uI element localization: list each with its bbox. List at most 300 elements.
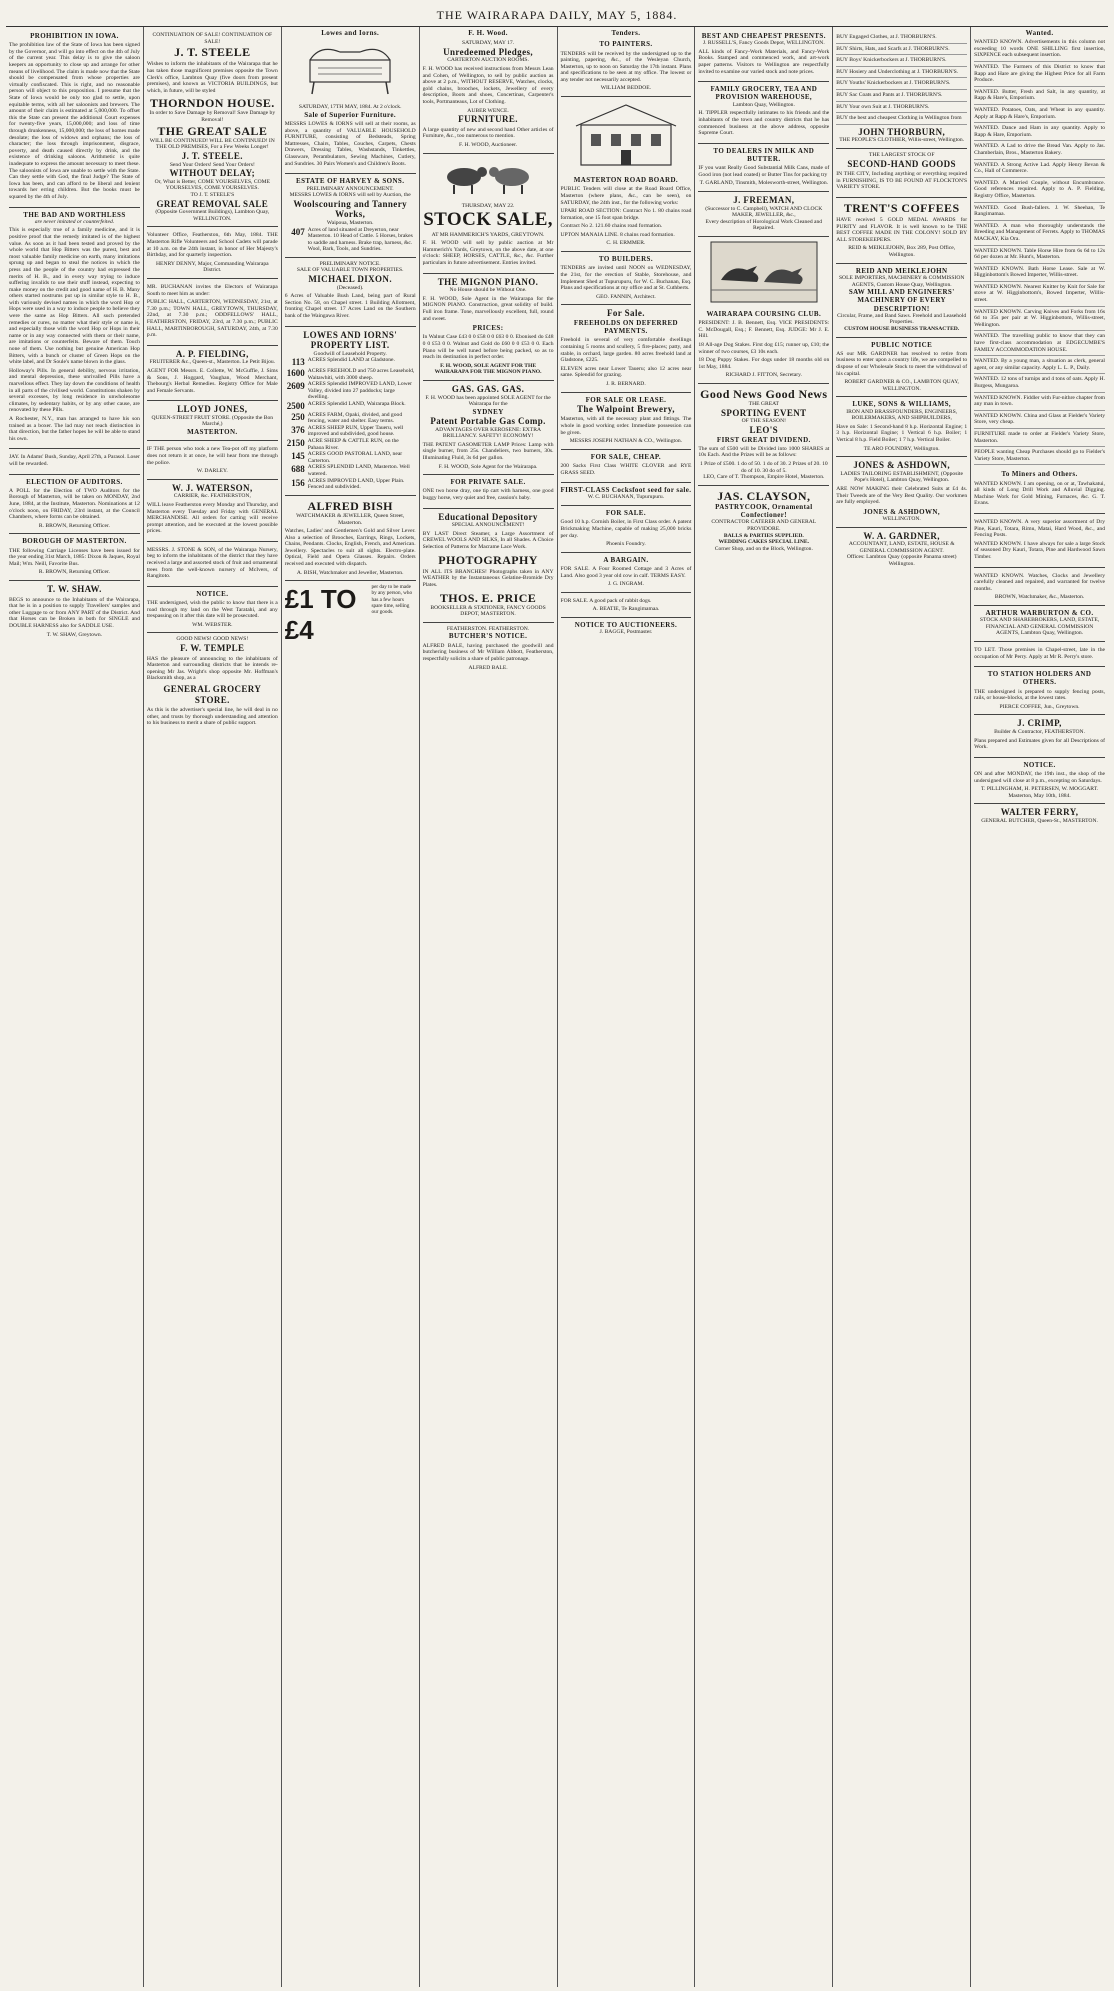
pledges-body: F. H. WOOD has received instructions from Messrs Lean and Cohen, of Wellington, to sell by public auction as above at 2 p.m., WITHOUT RESERVE, Watches, clocks, gold chains, brooches, lockets, Jewellery of every description, Boots and shoes, Concertinas, Carpenter's tools, Portmanteaus, Lot of Clothing.: [422, 66, 554, 106]
builders-ad: [561, 252, 692, 305]
station-ad: [974, 667, 1105, 715]
wanted-item: WANTED KNOWN. Table Horse Hire from 6s 6d to 12s 6d per dozen at Mr. Hunt's, Masterton.: [974, 248, 1105, 264]
painters-signature: WILLIAM BEDDOE.: [600, 85, 652, 92]
furniture-body: A large quantity of new and second hand Other articles of Furniture, &c., too numerous to mention.: [422, 126, 554, 140]
brewery-body: Masterton, with all the necessary plant and fittings. The whole in good working order. Immediate possession can be given.: [560, 416, 692, 436]
property-description: ACRES FARM, Opaki, divided, and good fencing, water and shelter. Easy terms.: [307, 411, 403, 425]
pledges-date: SATURDAY, MAY 17.: [462, 40, 515, 47]
russell-body: ALL kinds of Fancy-Work Materials, and Fancy-Work Books. Stamped and commenced work, and art-work paper patterns. Visitors to Wellington are respectfully invited to examine our varied stock and note prices.: [698, 48, 830, 75]
great-sale-body: WILL BE CONTINUED! WILL BE CONTINUED! IN THE OLD PREMISES, For a Few Weeks Longer!: [149, 137, 275, 151]
auctioneers-signature: J. BAGGE, Postmaster.: [599, 629, 653, 636]
acres-407-text: Acres of land situated at Dreyerton, near Masterton. 10 Head of Cattle. 5 Horses, brakes to saddle and harness. Brake trap, harness, &c. Wool, Bark, Tools, and Sundries.: [307, 226, 413, 253]
volunteer-signature: HENRY DENNY, Major, Commanding Wairarapa District.: [155, 260, 269, 274]
lost-notice: [9, 449, 140, 474]
premises-body: TO LET. Those premises in Chapel-street, late in the occupation of Mr Perry. Apply at Mr R. Perry's store.: [974, 646, 1105, 660]
gas-company: Patent Portable Gas Comp.: [430, 416, 546, 426]
wanted-item: WANTED KNOWN. Carving Knives and Forks from 16s 6d to 35s per pair at W. Higginbottom, Willis-street, Wellington.: [974, 309, 1105, 332]
wanted-item: FURNITURE made to order at Fielder's Variety Store, Masterton.: [974, 431, 1105, 447]
club-body: PRESIDENT: J. B. Bennett, Esq. VICE PRESIDENTS: C. McDougall, Esq.; F. Bennett, Esq. JUDGE: Mr J. E. Hill.: [698, 320, 830, 340]
secondhand-title: SECOND-HAND GOODS: [847, 158, 956, 169]
property-description: ACRES GOOD PASTORAL LAND, near Carterton.: [307, 451, 403, 464]
prohibition-body: The prohibition law of the State of Iowa has been signed by the Governor, and will go into effect on the 4th of July of the current year. This delay is to give the saloon keepers an opportunity to close up and arrange for other means of livelihood. The claim is made now that the State should be compensated from whose properties are virtually confiscated. This is right, and no reasonable person will object to this proposition. I presume that the State of Iowa would be only too glad to settle, upon equitable terms, with all her saloonists and brewers. The amount of their claim is estimated at 5,000,000. To offset this the State can present the additional Court expenses for twenty-five years, 15,000,000; and loss of time through drunkenness, 15,000,000; the loss of homes made desolate; the loss of widows and orphans; the loss of character; the loss through imprisonment, disgrace, poverty, and death caused directly by drink, and the existence of drinking saloons. Arithmetic is quite inadequate to express the amount necessary to meet these. The saloonists of Iowa are unable to settle with the State. Can they settle with God, the final Judge? The State of Iowa has been, and can afford to be liberal and lenient towards her erring children. But the books must be squared by the 4th of July.: [9, 42, 140, 200]
wanted-item: WANTED. A Lad to drive the Bread Van. Apply to Jas. Chamberlain, Bros., Masterton Bakery.: [974, 143, 1105, 159]
borough-signature: R. BROWN, Returning Officer.: [38, 569, 110, 576]
election-signature: R. BROWN, Returning Officer.: [38, 522, 110, 529]
private-sale-body: ONE two horse dray, one tip cart with harness, one good buggy horse, very quiet and free, cassion's baby.: [422, 488, 554, 502]
column-6: [695, 27, 833, 1987]
auctioneers-ad: [561, 618, 692, 640]
sporting-title: SPORTING EVENT: [721, 407, 807, 418]
secondhand-body: IN THE CITY, Including anything or everything required in FURNISHING, IS TO BE FOUND AT FLOCKTON'S VARIETY STORE.: [836, 171, 968, 191]
election-ad: [9, 475, 140, 535]
dividend-title: FIRST GREAT DIVIDEND.: [716, 435, 811, 444]
rabbit-ad: [561, 593, 692, 618]
timber-ad: [974, 514, 1105, 568]
price-sub: BOOKSELLER & STATIONER, FANCY GOODS DEPOT, MASTERTON.: [430, 604, 546, 618]
property-list-title: LOWES AND IORNS' PROPERTY LIST.: [303, 329, 398, 351]
lowes-date: SATURDAY, 17TH MAY, 1884. At 2 o'clock.: [298, 104, 402, 111]
builders-signature: GEO. FANNIN, Architect.: [596, 293, 656, 300]
freeholds-body: Freehold in several of very comfortable dwellings containing 5 rooms and scullery, 5 fire-places; patty, and stable, in orchard, large garden. 80 acres freehold land at Gladstone, £225.: [560, 337, 692, 364]
good-news-line: GOOD NEWS! GOOD NEWS!: [176, 636, 249, 643]
mill-sub: Circular, Frame, and Band Saws. Freehold and Leasehold Properties.: [837, 312, 967, 326]
property-description: ACRES IMPROVED LAND, Upper Plain. Fenced and subdivided.: [307, 477, 405, 491]
dixon-body: 6 Acres of Valuable Bush Land, being part of Rural Section No. 58, on Chapel street. 1 Building Allotment, fronting Chapel street. 17 Acres Land on the Southern bank of the Waingawa River.: [284, 293, 416, 320]
reid-sub: SOLE IMPORTERS, MACHINERY & COMMISSION AGENTS, Custom House Quay, Wellington.: [838, 274, 965, 288]
harvey-body: MESSRS LOWES & IORNS will sell by Auction, the: [289, 192, 411, 199]
accountant-offices: Offices: Lambton Quay (opposite Panama street) Wellington.: [846, 554, 957, 568]
buy-list: [836, 34, 967, 125]
acres-407-number: 407: [291, 226, 305, 237]
private-sale-ad: [423, 475, 554, 508]
bargain-signature: J. G. INGRAM.: [607, 581, 644, 588]
reid-ad: [836, 264, 967, 338]
bad-worthless-body: This is especially true of a family medicine, and it is positive proof that the remedy imitated is of the highest value. As soon as it had been tested and proved by the whole world that Hop Bitters was the purest, best and most valuable family medicine on earth, many imitations sprung up and began to steal the notices in which the press and the people of the country had expressed the merits of H. B., and in every way trying to induce suffering invalids to use their stuff instead, expecting to make money on the credit and good name of H. B. Many others started nostrums put up in similar style to H. B., with variously devised names in which the word Hop or Hops were used in a way to induce people to believe they were the same as Hop Bitters. All such pretended remedies or cures, no matter what their style or name is, and especially those with the word Hop or Hops in their name or in any way connected with them or their name, are imitations or counterfeits. Beware of them. Touch none of them. Use nothing but genuine American Hop Bitters, with a bunch or cluster of Green Hops on the white label, and Dr Soule's name blown in the glass.: [9, 227, 140, 366]
piano-sub: No House should be Without One.: [449, 287, 527, 294]
accountant-ad: [836, 528, 967, 572]
freeman-body: Every description of Horological Work Cleaned and Repaired.: [705, 218, 823, 232]
column-4: [420, 27, 558, 1987]
dixon-title: MICHAEL DIXON.: [308, 274, 392, 285]
station-title: TO STATION HOLDERS AND OTHERS.: [987, 670, 1092, 687]
property-row: [285, 478, 416, 491]
builders-title: TO BUILDERS.: [598, 255, 653, 264]
painters-title: TO PAINTERS.: [599, 40, 653, 49]
butcher-signature: ALFRED BALE.: [468, 664, 508, 671]
masthead: [6, 4, 1108, 27]
shaw-signature: T. W. SHAW, Greytown.: [46, 631, 103, 638]
removal-sale: GREAT REMOVAL SALE: [156, 198, 269, 209]
ferry-ad: [974, 804, 1105, 828]
column-5: [558, 27, 696, 1987]
volunteer-ad: [147, 227, 278, 279]
coursing-club-ad: [698, 307, 829, 384]
property-row: [285, 412, 416, 425]
shaw-title: T. W. SHAW.: [47, 583, 102, 594]
darley-body: IF THE person who took a new Tea-pot off my platform does not return it at once, he will hear from me through the police.: [146, 446, 278, 466]
waterson-body: WILL leave Featherston every Monday and Thursday, and Masterton every Tuesday and Friday with GENERAL MERCHANDISE. All orders for carting will receive prompt attention, and be executed at the lowest possible prices.: [146, 501, 278, 535]
wood-heading: F. H. Wood.: [468, 29, 508, 37]
piano-title: THE MIGNON PIANO.: [437, 276, 539, 287]
send-orders: Send Your Orders! Send Your Orders!: [169, 161, 255, 168]
watch-repair-signature: BROWN, Watchmaker, &c., Masterton.: [994, 594, 1085, 601]
milk-signature: T. GARLAND, Tinsmith, Molesworth-street, Wellington.: [699, 180, 829, 187]
clayson-title: JAS. CLAYSON,: [717, 488, 811, 503]
jones-title-2: JONES & ASHDOWN,: [863, 507, 940, 516]
election-body: A POLL for the Election of TWO Auditors for the Borough of Masterton, will be taken on MONDAY, 2nd June, 1884, at the Institute, Masterton. Nominations at 12 o'clock noon, on FRIDAY, 23rd instant, at the Council Chambers, where forms can be obtained.: [9, 487, 140, 521]
valuable-title: SALE OF VALUABLE TOWN PROPERTIES.: [296, 267, 404, 274]
boiler-body: Good 10 h.p. Cornish Boiler, in First Class order. A patent Brickmaking Machine, capable of making 25,000 bricks per day.: [560, 519, 692, 539]
property-acres: 2500: [286, 401, 305, 412]
wanted-item: PEOPLE wanting Cheap Purchases should go to Fielder's Variety Store, Masterton.: [974, 449, 1105, 465]
lloyd-town: MASTERTON.: [187, 428, 238, 437]
webster-title: NOTICE.: [196, 589, 229, 598]
ferry-sub: GENERAL BUTCHER, Queen-St., MASTERTON.: [981, 818, 1098, 825]
freeman-title: J. FREEMAN,: [733, 194, 795, 205]
bad-worthless-article: [9, 208, 140, 450]
furniture-sale-title: Sale of Superior Furniture.: [304, 110, 397, 119]
property-row: [285, 381, 416, 401]
milk-cans-ad: [698, 144, 829, 192]
cheap-sale-ad: [561, 450, 692, 483]
largest-stock: THE LARGEST STOCK OF: [868, 151, 935, 158]
property-row: [285, 451, 416, 464]
pledges-signature: AUBER WENCE.: [467, 107, 509, 114]
bish-sub: WATCHMAKER & JEWELLER, Queen Street, Masterton.: [296, 512, 405, 526]
dixon-ad: [285, 258, 416, 327]
thorburn-sub: THE PEOPLE'S CLOTHIER, Willis-street, Wellington.: [839, 137, 965, 144]
gas-signature: F. H. WOOD, Sole Agent for the Wairarapa.: [438, 463, 538, 470]
wanted-item: WANTED. By a young man, a situation as clerk, general agent, or any similar capacity. Apply L. L. P., Daily.: [974, 358, 1105, 374]
custom-house: CUSTOM HOUSE BUSINESS TRANSACTED.: [844, 326, 960, 333]
photography-title: PHOTOGRAPHY: [438, 552, 538, 567]
stock-sale-body: F. H. WOOD will sell by public auction at Mr Hammerich's Yards, Greytown, on the above date, at one o'clock: SHEEP, HORSES, CATTLE, &c., &c. Further particulars in future advertisement. Entries invited.: [422, 240, 554, 266]
property-description: ACRES FREEHOLD and 750 acres Leasehold, Waitawhiti, with 3000 sheep.: [307, 368, 415, 381]
painters-body: TENDERS will be received by the undersigned up to the painting, papering, &c., of the Wesleyan Church, Masterton, up to noon on Saturday the 17th instant. Plans and specifications to be seen at my office. The lowest or any tender not necessarily accepted.: [560, 50, 692, 83]
wanted-item: WANTED. Good Bush-fallers. J. W. Sheehan, Te Rangimamaa.: [974, 205, 1105, 221]
property-description: ACRES Splendid LAND at Gladstone.: [307, 357, 395, 364]
closing-notice-ad: [974, 758, 1105, 805]
property-description: ACRES Splendid IMPROVED LAND, Lower Valley, divided into 27 paddocks; large dwelling.: [307, 381, 413, 401]
furniture-sale-ad: [285, 101, 416, 174]
wanted-item: WANTED KNOWN. Bath Horse Lease. Sale at W. Higginbottom's Bowed Imperter, Willis-street.: [974, 266, 1105, 282]
trents-ad: [836, 198, 967, 264]
buy-item: BUY the best and cheapest Clothing in Wellington from: [836, 115, 967, 125]
bish-signature: A. BISH, Watchmaker and Jeweller, Masterton.: [296, 569, 404, 576]
family-grocery-title: FAMILY GROCERY, TEA AND PROVISION WAREHOUSE,: [710, 85, 818, 102]
property-acres: 113: [291, 357, 305, 368]
temple-ad: [147, 633, 278, 733]
tippler-ad: [698, 82, 829, 143]
earnings-body: per day to be made by any person, who has a few hours spare time, selling our goods.: [371, 584, 413, 615]
gas-ad: [423, 381, 554, 475]
great-sale-title: THE GREAT SALE: [157, 123, 268, 138]
pledges-ad: [423, 37, 554, 153]
wanted-heading: Wanted.: [1025, 29, 1054, 37]
butcher-title: BUTCHER'S NOTICE.: [448, 632, 528, 641]
bargain-body: FOR SALE. A Four Roomed Cottage and 3 Acres of Land. Also good 3 year old cow in calf. TERMS EASY.: [560, 565, 692, 579]
jones-sub-2: WELLINGTON.: [882, 516, 921, 523]
boiler-signature: Phoenix Foundry.: [606, 541, 646, 548]
thorndon-body: In order to Save Damage by Removal! Save Damage by Removal!: [149, 110, 276, 124]
public-notice-title: PUBLIC NOTICE: [871, 340, 933, 349]
shaw-body: BEGS to announce to the Inhabitants of the Wairarapa, that he is in a position to supply Travellers' samples and other Luggage to or from ANY PART of the District. And that Horses can be Broken in both for SINGLE and DOUBLE HARNESS also for SADDLE USE.: [9, 596, 140, 629]
wanted-item: WANTED. Dance and Ham in any quantity. Apply to Rapp & Hare, Emporium.: [974, 125, 1105, 141]
webster-signature: WM. WEBSTER.: [192, 621, 233, 628]
painters-ad: [561, 37, 692, 97]
temple-title: F. W. TEMPLE: [180, 643, 245, 654]
fielding-title: A. P. FIELDING,: [175, 348, 249, 359]
borough-ad: [9, 534, 140, 581]
good-news-title: Good News Good News: [700, 386, 828, 401]
lowes-heading: Lowes and Iorns.: [321, 29, 380, 37]
trents-title: TRENT'S COFFEES: [843, 200, 960, 215]
property-acres: 1600: [286, 368, 305, 379]
stone-body: MESSRS. J. STONE & SON, of the Wairarapa Nursery, beg to inform the inhabitants of the district that they have received a large and assorted stock of fruit and ornamental trees from the well-known nursery of McIvers, of Rangitoto.: [146, 546, 278, 580]
road-board-body: PUBLIC Tenders will close at the Road Board Office, Masterton (where plans, &c., can be seen), on SATURDAY, the 24th inst., for the following works:: [560, 186, 692, 206]
masthead-title: THE WAIRARAPA DAILY, MAY 5, 1884.: [436, 7, 678, 22]
family-grocery-sub: Lambton Quay, Wellington.: [732, 101, 795, 108]
wanted-item: WANTED KNOWN. Advertisements in this column not exceeding 10 words ONE SHILLING first insertion, SIXPENCE each subsequent insertion.: [974, 39, 1105, 62]
furniture-sale-body: MESSRS LOWES & IORNS will sell at their rooms, as above, a quantity of VALUABLE HOUSEHOLD FURNITURE, consisting of Bedsteads, Spring Mattresses, Chairs, Tables, Couches, Carpets, Chests Drawers, Dressing Tables, Washstands, Tinkettles, Glassware, Perambulators, Sewing Machines, Cutlery, and Sundries. 30 Pairs Women's and Children's Boots.: [284, 121, 416, 167]
gas-prices: THE PATENT GASOMETER LAMP Prices: Lamp with single burner, from 25s. Chandeliers, two burners, 30s. Illuminating Fluid, 3s 6d per gallon.: [422, 441, 554, 461]
brewery-signature: MESSRS JOSEPH NATHAN & CO., Wellington.: [569, 438, 683, 445]
holloway-body: Holloway's Pills. In general debility, nervous irritation, and mental depression, these unrivalled Pills have a marvellous effect. They lay down the conditions of health in all parts of the civilised world. Constitutions shaken by several excesses, by long residence in unwholesome climates, by sedentary habits, or by any other cause, are renovated by these Pills.: [9, 367, 140, 414]
builders-body: TENDERS are invited until NOON on WEDNESDAY, the 21st, for the erection of Stable, Storehouse, and Implement Shed at Tupurupuru, for W. C. Buchanan, Esq. Plans and specifications at my office and at St. Cuthberts.: [560, 265, 692, 292]
boiler-title: FOR SALE.: [605, 509, 647, 518]
harvey-ad: [285, 174, 416, 258]
cheap-body: 200 Sacks First Class WHITE CLOVER and RYE GRASS SEED.: [560, 463, 692, 476]
column-1: [6, 27, 144, 1987]
pledges-sub: CARTERTON AUCTION ROOMS.: [447, 57, 529, 64]
station-body: THE undersigned is prepared to supply fencing posts, rails, or house-blocks, at the lowest rates.: [974, 688, 1105, 702]
educational-ad: [423, 509, 554, 623]
election-title: ELECTION OF AUDITORS.: [26, 477, 123, 486]
closing-notice-body: ON and after MONDAY, the 19th inst., the shop of the undersigned will close at 8 p.m., excepting on Saturdays.: [974, 771, 1105, 784]
bish-body: Watches, Ladies' and Gentlemen's Gold and Silver Lever. Also a selection of Brooches, Earrings, Rings, Lockets, Chains, Pendants. Clocks, English, French, and American. Jewellery. Spectacles to suit all sights. Electro-plate. Optical, Field and Opera Glasses. Repairs. Orders received and executed with dispatch.: [284, 528, 416, 568]
waterson-ad: [147, 480, 278, 542]
great-line: THE GREAT: [748, 401, 779, 408]
borough-title: BOROUGH OF MASTERTON.: [22, 537, 127, 546]
prohibition-title: PROHIBITION IN IOWA.: [30, 32, 119, 40]
club-signature: RICHARD J. FITTON, Secretary.: [725, 372, 802, 379]
prices-body: In Walnut Case £43 0 0 £58 0 0 £63 0 0. Ebonised do £48 0 0 £53 0 0. Walnut and Gold do £60 0 0 £53 0 0. Each Piano will be well tuned before being packed, so as to reach its destination in perfect order.: [422, 334, 554, 361]
bish-ad: [285, 496, 416, 582]
column-7: [833, 27, 971, 1987]
property-description: ACRES SPLENDID LAND, Masterton. Well watered.: [307, 464, 410, 477]
watch-repair-ad: [974, 568, 1105, 606]
general-store: GENERAL GROCERY STORE.: [163, 684, 262, 705]
butcher-ad: [423, 623, 554, 675]
column-3: [282, 27, 420, 1987]
featherston-line: FEATHERSTON. FEATHERSTON.: [446, 625, 530, 632]
gas-sydney: SYDNEY: [472, 407, 504, 416]
jones-title: JONES & ASHDOWN,: [853, 460, 951, 471]
waterson-sub: CARRIER, &c. FEATHERSTON,: [173, 493, 251, 500]
buy-item: BUY Youths' Knickerbockers at J. THORBURN'S.: [836, 80, 967, 90]
column-8: [971, 27, 1108, 1987]
educational-sub: SPECIAL ANNOUNCEMENT!: [451, 522, 525, 529]
without-delay: WITHOUT DELAY;: [169, 168, 256, 179]
wood-signature-1: F. H. WOOD, Auctioneer.: [459, 142, 518, 148]
rabbit-signature: A. BEATIE, Te Rangimamaa.: [592, 606, 660, 613]
station-signature: PIERCE COFFEE, Jun., Greytown.: [999, 703, 1080, 710]
for-sale-title: For Sale.: [606, 308, 645, 319]
dividend-body: The sum of £500 will be Divided into 1000 SHARES at 10s Each. And the Prizes will be as follows:: [698, 445, 830, 459]
property-row: [285, 464, 416, 477]
balls-line: BALLS & PARTIES SUPPLIED.: [723, 532, 804, 539]
crimp-title: J. CRIMP,: [1017, 718, 1062, 729]
shaw-ad: [9, 581, 140, 642]
woolscouring-sub: Waipoua, Masterton.: [326, 219, 374, 226]
property-row: [285, 368, 416, 381]
warburton-title: ARTHUR WARBURTON & CO.: [985, 608, 1094, 617]
steele-top: CONTINUATION OF SALE! CONTINUATION OF SALE!: [152, 32, 273, 45]
rabbit-body: FOR SALE. A good pack of rabbit dogs.: [560, 597, 652, 604]
road-board-title: MASTERTON ROAD BOARD.: [573, 176, 679, 185]
steele-title: J. T. STEELE: [174, 45, 251, 60]
webster-body: THE undersigned, wish the public to know that there is a road through my land on the West Taratahi, and any trespassing on it after this date will be prosecuted.: [146, 600, 278, 620]
russell-title: J. RUSSELL'S, Fancy Goods Depot, WELLINGTON.: [702, 40, 825, 47]
crimp-ad: [974, 715, 1105, 757]
gardner-ad: [836, 338, 967, 398]
cocksfoot-ad: [561, 483, 692, 506]
wanted-item: WANTED. 12 tons of turnips and 4 tons of oats. Apply H. Burgess, Mungaroa.: [974, 376, 1105, 392]
wanted-item: WANTED. A man who thoroughly understands the Breeding and Management of Ferrets. Apply to THOMAS MACKAY, Kia Ora.: [974, 223, 1105, 246]
temple-body: HAS the pleasure of announcing to the inhabitants of Masterton and surrounding districts that he intends re-opening Mr Jas. Wright's shop opposite Mr. Hoffman's Blacksmith shop, as a: [146, 655, 278, 682]
leos-title: LEO'S: [749, 424, 779, 435]
buchanan-ad: [147, 279, 278, 346]
accountant-sub: ACCOUNTANT, LAND, ESTATE, HOUSE & GENERAL COMMISSION AGENT.: [848, 541, 955, 554]
lloyd-sub: QUEEN-STREET FRUIT STORE. (Opposite the Bon Marché,): [151, 414, 274, 428]
closing-notice-signature: T. PILLINGHAM, H. PETERSEN, W. MOGGART. Masterton, May 10th, 1884.: [981, 786, 1099, 799]
road-board-ad: [561, 173, 692, 252]
buy-item: BUY Sac Coats and Pants at J. THORBURN'S.: [836, 92, 967, 102]
fielding-ad: [147, 346, 278, 402]
best-presents: BEST AND CHEAPEST PRESENTS.: [701, 32, 826, 40]
property-row: [285, 401, 416, 412]
mill-title: SAW MILL AND ENGINEERS' MACHINERY OF EVERY DESCRIPTION!: [848, 288, 955, 313]
flockton-ad: [836, 149, 967, 198]
freeholds-title: FREEHOLDS ON DEFERRED PAYMENTS.: [573, 318, 678, 336]
harvey-prelim: PRELIMINARY ANNOUNCEMENT.: [306, 185, 394, 192]
price-title: THOS. E. PRICE: [439, 590, 537, 605]
leos-address: LEO, Care of T. Thompson, Empire Hotel, Masterton.: [703, 474, 825, 481]
property-description: ACRE SHEEP & CATTLE RUN, on the Pahaoa River.: [307, 438, 399, 451]
crimp-sub: Builder & Contractor, FEATHERSTON.: [994, 729, 1085, 736]
prohibition-article: [9, 29, 140, 208]
dixon-prelim: PRELIMINARY NOTICE.: [319, 260, 381, 267]
acres-407-row: [285, 227, 416, 253]
clayson-ad: [698, 486, 829, 557]
harvey-title: ESTATE OF HARVEY & SONS.: [296, 177, 405, 186]
luke-title: LUKE, SONS & WILLIAMS,: [852, 400, 952, 409]
property-acres: 2609: [286, 381, 305, 392]
crimp-body: Plans prepared and Estimates given for all Descriptions of Work.: [974, 737, 1105, 751]
contract-1: UPARI ROAD SECTION: Contract No 1. 80 chains road formation, one 15 foot span bridge.: [560, 208, 692, 221]
piano-ad: [423, 274, 554, 381]
property-description: ACRES Splendid LAND, Wairarapa Block.: [307, 401, 406, 408]
property-acres: 250: [291, 411, 305, 422]
property-acres: 156: [291, 477, 305, 488]
livestock-illustration: [436, 157, 540, 197]
steele-name: J. T. STEELE.: [181, 151, 243, 161]
to-steele: TO J. T. STEELE'S: [190, 192, 235, 198]
brewery-title: The Walpoint Brewery,: [577, 403, 675, 414]
freeman-sub: (Successor to C. Campbell), WATCH AND CLOCK MAKER, JEWELLER, &c.,: [705, 205, 823, 219]
earnings-ad: [285, 581, 416, 649]
buy-item: BUY Shirts, Hats, and Scarfs at J. THORBURN'S.: [836, 46, 967, 56]
volunteer-body: Volunteer Office, Featherston, 6th May, 1884. THE Masterton Rifle Volunteers and School Cadets will parade at 10 a.m. on the 24th instant, in honor of Her Majesty's Birthday, and for quarterly inspection.: [146, 232, 278, 259]
te-aro-foundry: TE ARO FOUNDRY, Wellington.: [863, 445, 940, 452]
furniture-illustration: [300, 40, 400, 98]
photography-body: IN ALL ITS BRANCHES! Photographs taken in ANY WEATHER by the Instantaneous Gelatine-Bromide Dry Plates.: [422, 568, 554, 588]
russell-ad: [698, 29, 829, 82]
pledges-title: Unredeemed Pledges,: [443, 46, 534, 57]
wanted-item: WANTED. The Farmers of this District to know that Rapp and Hare are giving the Highest Price for all Farm Produce.: [974, 64, 1105, 87]
property-acres: 145: [291, 451, 305, 462]
clayson-address: Corner Shop, and on the Block, Wellington.: [714, 545, 813, 552]
cheap-title: FOR SALE, CHEAP.: [590, 452, 662, 461]
eleven-acres: ELEVEN acres near Lower Taueru; also 12 acres near same. Splendid for grazing.: [560, 365, 692, 379]
gardner-signature: ROBERT GARDNER & CO., LAMBTON QUAY, WELLINGTON.: [844, 379, 959, 392]
wanted-item: WANTED. The travelling public to know that they can have first-class accommodation at EDGECUMBE'S FAMILY ACCOMMODATION HOUSE.: [974, 333, 1105, 356]
property-list-sub: Goodwill of Leasehold Property.: [313, 350, 387, 357]
prize-list: 1 Prize of £500. 1 do of 50. 1 do of 30. 2 Prizes of 20. 10 do of 10. 30 do of 5.: [699, 460, 828, 474]
club-puppy: 18 Dog Puppy Stakes. For dogs under 18 months old on 1st May, 1884.: [698, 357, 830, 370]
jones-ad: [836, 457, 967, 527]
coursing-illustration: [709, 240, 819, 304]
trents-signature: REID & MEIKLEJOHN, Box 289, Post Office, Wellington.: [848, 245, 956, 259]
lost-notice-body: JAY. In Adams' Bush, Sunday, April 27th, a Parasol. Loser will be rewarded.: [9, 454, 140, 467]
wanted-item: WANTED. A Strong Active Lad. Apply Henry Bevan & Co., Hall of Commerce.: [974, 162, 1105, 178]
fielding-body: AGENT FOR Messrs. E. Collette, W. McGuffie, J. Sims & Sons, J. Hoggard, Vaughan, Wood Merchant, Thebourg's Herbal Remedies. Registry Office for Male and Female Servants.: [146, 367, 278, 394]
property-row: [285, 438, 416, 451]
darley-ad: [147, 441, 278, 479]
property-row: [285, 357, 416, 368]
steele-ad: [147, 29, 278, 227]
luke-body: Have on Sale: 1 Second-hand 8 h.p. Horizontal Engine; 1 3 h.p. Horizontal Engine; 1 Vertical 6 h.p. Boiler; 1 Vertical 8 h.p. Field Boiler; 1 7 h.p. Vertical Boiler.: [836, 423, 968, 444]
rochester-body: A Rochester, N.Y., man has arranged to have his son trained as a boxer. The lad may not reach distinction in that direction, but the father hopes he will be able to stand his own.: [9, 415, 140, 442]
temple-more: As this is the advertiser's special line, he will deal in no other, and trusts by thorough understanding and attention to his business to merit a share of public support.: [146, 707, 278, 727]
stock-date: THURSDAY, MAY 22.: [461, 202, 515, 209]
clayson-sub: PASTRYCOOK, Ornamental Confectioner!: [715, 502, 813, 520]
miners-ad: [974, 467, 1105, 514]
prices-title: PRICES:: [472, 324, 504, 333]
buy-item: BUY Your own Suit at J. THORBURN'S.: [836, 104, 967, 114]
columns: [6, 27, 1108, 1987]
stock-sale-sub: AT MR HAMMERICH'S YARDS, GREYTOWN.: [431, 231, 545, 238]
leos-ad: [698, 384, 829, 486]
luke-sub: IRON AND BRASSFOUNDERS, ENGINEERS, BOILERMAKERS, AND SHIPBUILDERS,: [846, 408, 958, 422]
property-acres: 688: [291, 464, 305, 475]
property-acres: 2150: [286, 438, 305, 449]
come-yourselves: Or, What is Better, COME YOURSELVES, COME YOURSELVES, COME YOURSELVES.: [154, 178, 271, 192]
earnings-price: £1 TO £4: [284, 584, 357, 645]
bish-title: ALFRED BISH: [307, 498, 393, 513]
wanted-item: WANTED KNOWN. China and Glass at Fielder's Variety Store, very cheap.: [974, 413, 1105, 429]
educational-title: Educational Depository: [438, 511, 538, 522]
boiler-sale-ad: [561, 506, 692, 553]
steele-body: Wishes to inform the inhabitants of the Wairarapa that he has taken those magnificent premises opposite the Town Clerk's office, Lambton Quay (five doors from present premises), and known as VICTORIA BUILDINGS, but which, in future, will be styled: [146, 61, 278, 94]
reid-title: REID AND MEIKLEJOHN: [855, 266, 948, 275]
wanted-item: WANTED. Potatoes, Oats, and Wheat in any quantity. Apply at Rapp & Hare's, Emporium.: [974, 107, 1105, 123]
wanted-item: WANTED KNOWN. Nearest Knitter by Knit for Sale for stove at W. Higginbottom's, Bowed Imperter, Willis-street.: [974, 284, 1105, 307]
season-line: OF THE SEASON!: [741, 418, 786, 425]
woolscouring-title: Woolscouring and Tannery Works,: [293, 198, 407, 220]
lloyd-ad: [147, 401, 278, 441]
accountant-title: W. A. GARDNER,: [863, 530, 940, 541]
